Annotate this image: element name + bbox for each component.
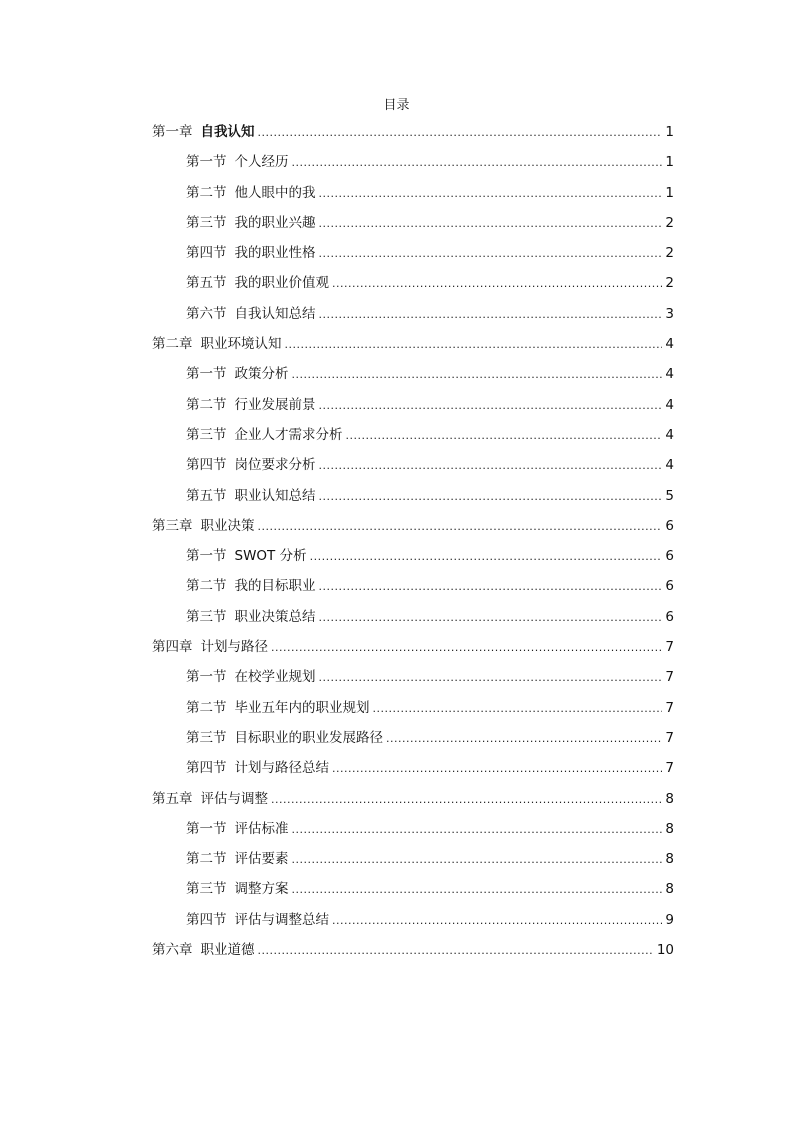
toc-entry-label: 行业发展前景: [234, 396, 316, 413]
toc-entry-number: 第二章: [152, 336, 193, 353]
toc-entry-label: 计划与路径: [200, 639, 268, 656]
toc-entry-number: 第四章: [152, 639, 193, 656]
toc-entry-label: 毕业五年内的职业规划: [234, 699, 370, 716]
dot-leader: [319, 666, 663, 690]
toc-chapter-link[interactable]: [152, 787, 674, 817]
dot-leader: [346, 424, 663, 448]
toc-entry-number: 第一节: [186, 820, 227, 837]
toc-page-number: 2: [665, 275, 674, 292]
toc-entry-number: 第六节: [186, 305, 227, 322]
toc-section-link[interactable]: [152, 605, 674, 635]
toc-entry-number: 第三节: [186, 881, 227, 898]
toc-entry-number: 第三节: [186, 426, 227, 443]
toc-entry-number: 第四节: [186, 760, 227, 777]
toc-entry-label: 职业环境认知: [200, 336, 282, 353]
page-title: 目录: [383, 98, 410, 113]
toc-entry-number: 第二节: [186, 699, 227, 716]
toc-entry-label: 评估要素: [234, 851, 289, 868]
toc-section-link[interactable]: [152, 150, 674, 180]
toc-chapter-link[interactable]: [152, 514, 674, 544]
toc-chapter-link[interactable]: [152, 635, 674, 665]
toc-section-link[interactable]: [152, 908, 674, 938]
toc-section-link[interactable]: [152, 817, 674, 847]
toc-page-number: 8: [665, 851, 674, 868]
toc-page-number: 8: [665, 820, 674, 837]
toc-page-number: 1: [665, 154, 674, 171]
dot-leader: [386, 727, 662, 751]
toc-page-number: 1: [665, 184, 674, 201]
toc-entry-label: 我的目标职业: [234, 578, 316, 595]
toc-entry-label: 目标职业的职业发展路径: [234, 729, 383, 746]
toc-entry-label: 自我认知总结: [234, 305, 316, 322]
toc-entry-number: 第一章: [152, 124, 193, 140]
dot-leader: [258, 515, 663, 539]
dot-leader: [285, 333, 663, 357]
toc-page-number: 7: [665, 729, 674, 746]
toc-page-number: 6: [665, 548, 674, 565]
toc-section-link[interactable]: [152, 453, 674, 483]
table-of-contents: [152, 120, 674, 968]
dot-leader: [310, 545, 663, 569]
toc-entry-number: 第五章: [152, 790, 193, 807]
toc-entry-number: 第四节: [186, 911, 227, 928]
toc-page-number: 3: [665, 305, 674, 322]
toc-page-number: 4: [665, 457, 674, 474]
toc-section-link[interactable]: [152, 181, 674, 211]
toc-entry-label: 职业决策: [200, 517, 255, 534]
toc-entry-number: 第六章: [152, 942, 193, 959]
toc-entry-label: 他人眼中的我: [234, 184, 316, 201]
dot-leader: [373, 697, 663, 721]
toc-entry-number: 第五节: [186, 275, 227, 292]
toc-section-link[interactable]: [152, 544, 674, 574]
toc-page-number: 4: [665, 336, 674, 353]
toc-section-link[interactable]: [152, 756, 674, 786]
toc-entry-label: 岗位要求分析: [234, 457, 316, 474]
dot-leader: [292, 363, 663, 387]
toc-entry-label: 评估标准: [234, 820, 289, 837]
toc-section-link[interactable]: [152, 393, 674, 423]
toc-chapter-link[interactable]: [152, 120, 674, 150]
toc-section-link[interactable]: [152, 665, 674, 695]
toc-page-number: 6: [665, 517, 674, 534]
toc-page-number: 4: [665, 396, 674, 413]
toc-page-number: 8: [665, 881, 674, 898]
dot-leader: [292, 848, 663, 872]
dot-leader: [332, 909, 662, 933]
toc-page-number: 7: [665, 669, 674, 686]
toc-entry-label: 自我认知: [200, 124, 255, 140]
toc-entry-label: 我的职业性格: [234, 245, 316, 262]
toc-entry-number: 第四节: [186, 245, 227, 262]
toc-page-number: 6: [665, 578, 674, 595]
toc-section-link[interactable]: [152, 302, 674, 332]
dot-leader: [292, 151, 663, 175]
toc-entry-number: 第二节: [186, 851, 227, 868]
toc-entry-number: 第一节: [186, 548, 227, 565]
dot-leader: [292, 818, 663, 842]
dot-leader: [271, 788, 662, 812]
toc-page-number: 8: [665, 790, 674, 807]
toc-page-number: 4: [665, 426, 674, 443]
toc-entry-label: 调整方案: [234, 881, 289, 898]
dot-leader: [319, 454, 663, 478]
dot-leader: [319, 394, 663, 418]
dot-leader: [319, 606, 663, 630]
dot-leader: [258, 121, 663, 145]
toc-entry-label: 个人经历: [234, 154, 289, 171]
dot-leader: [319, 242, 663, 266]
toc-section-link[interactable]: [152, 847, 674, 877]
dot-leader: [258, 939, 654, 963]
toc-section-link[interactable]: [152, 241, 674, 271]
toc-entry-label: 职业决策总结: [234, 608, 316, 625]
toc-page-number: 5: [665, 487, 674, 504]
toc-entry-label: 我的职业兴趣: [234, 214, 316, 231]
toc-chapter-link[interactable]: [152, 938, 674, 968]
toc-page-number: 7: [665, 639, 674, 656]
dot-leader: [319, 303, 663, 327]
toc-page-number: 7: [665, 699, 674, 716]
toc-page-number: 10: [656, 942, 674, 959]
toc-entry-label: SWOT 分析: [234, 548, 307, 565]
toc-entry-number: 第三节: [186, 729, 227, 746]
toc-entry-label: 计划与路径总结: [234, 760, 329, 777]
toc-page-number: 4: [665, 366, 674, 383]
toc-entry-number: 第三节: [186, 214, 227, 231]
toc-entry-number: 第三节: [186, 608, 227, 625]
dot-leader: [319, 212, 663, 236]
toc-entry-label: 在校学业规划: [234, 669, 316, 686]
toc-section-link[interactable]: [152, 362, 674, 392]
toc-entry-number: 第三章: [152, 517, 193, 534]
toc-entry-label: 政策分析: [234, 366, 289, 383]
toc-page-number: 1: [665, 124, 674, 140]
toc-page-number: 6: [665, 608, 674, 625]
dot-leader: [332, 757, 662, 781]
toc-page-number: 9: [665, 911, 674, 928]
toc-entry-number: 第二节: [186, 578, 227, 595]
dot-leader: [332, 272, 662, 296]
toc-section-link[interactable]: [152, 726, 674, 756]
toc-section-link[interactable]: [152, 423, 674, 453]
dot-leader: [319, 485, 663, 509]
toc-entry-number: 第四节: [186, 457, 227, 474]
toc-section-link[interactable]: [152, 211, 674, 241]
toc-page-number: 7: [665, 760, 674, 777]
toc-entry-number: 第二节: [186, 184, 227, 201]
toc-chapter-link[interactable]: [152, 332, 674, 362]
toc-entry-label: 我的职业价值观: [234, 275, 329, 292]
dot-leader: [271, 636, 662, 660]
toc-entry-number: 第一节: [186, 669, 227, 686]
toc-section-link[interactable]: [152, 271, 674, 301]
toc-entry-label: 评估与调整总结: [234, 911, 329, 928]
toc-entry-label: 职业道德: [200, 942, 255, 959]
toc-section-link[interactable]: [152, 484, 674, 514]
dot-leader: [292, 878, 663, 902]
toc-entry-label: 企业人才需求分析: [234, 426, 343, 443]
toc-entry-number: 第五节: [186, 487, 227, 504]
toc-entry-number: 第二节: [186, 396, 227, 413]
toc-entry-label: 评估与调整: [200, 790, 268, 807]
toc-section-link[interactable]: [152, 877, 674, 907]
toc-page-number: 2: [665, 214, 674, 231]
toc-section-link[interactable]: [152, 574, 674, 604]
toc-page-number: 2: [665, 245, 674, 262]
dot-leader: [319, 575, 663, 599]
dot-leader: [319, 182, 663, 206]
toc-entry-number: 第一节: [186, 366, 227, 383]
toc-entry-number: 第一节: [186, 154, 227, 171]
toc-entry-label: 职业认知总结: [234, 487, 316, 504]
toc-section-link[interactable]: [152, 696, 674, 726]
